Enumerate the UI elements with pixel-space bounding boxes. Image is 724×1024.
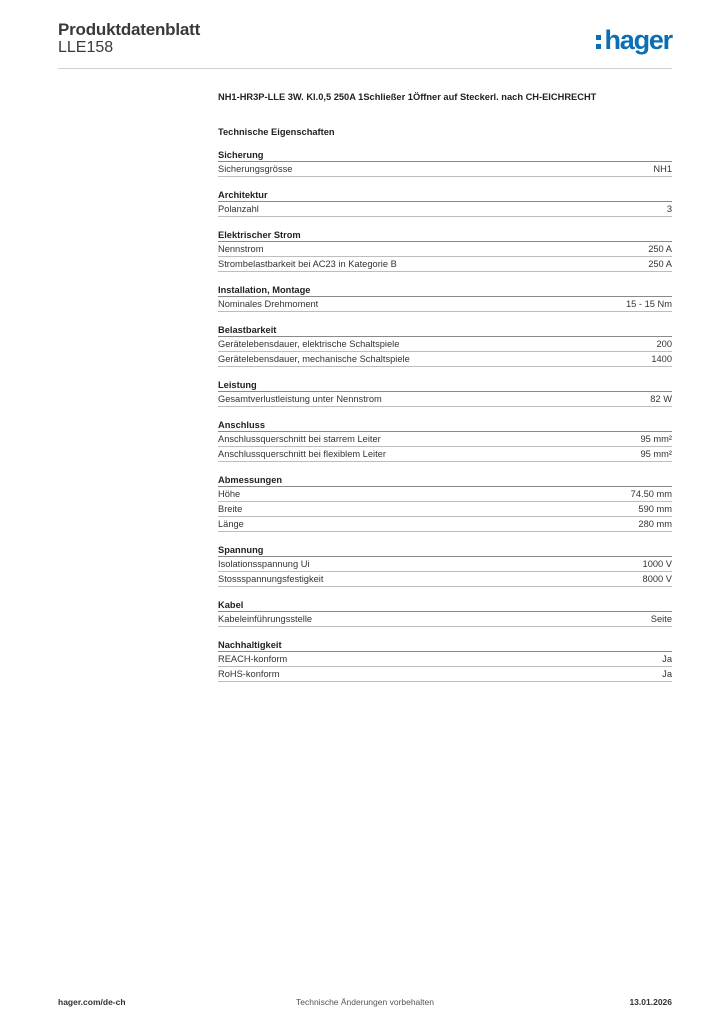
spec-row [218, 612, 672, 627]
spec-label: Breite [218, 504, 243, 514]
spec-label: Gesamtverlustleistung unter Nennstrom [218, 394, 382, 404]
spec-label: Gerätelebensdauer, elektrische Schaltspiele [218, 339, 400, 349]
spec-label: REACH-konform [218, 654, 288, 664]
spec-value: 15 - 15 Nm [626, 299, 672, 309]
spec-row [218, 652, 672, 667]
spec-row [218, 487, 672, 502]
spec-group [218, 149, 672, 177]
spec-value: 74.50 mm [630, 489, 672, 499]
spec-sheet [218, 92, 672, 694]
spec-group-title: Sicherung [218, 149, 672, 162]
spec-value: Ja [662, 669, 672, 679]
logo-text: hager [604, 25, 672, 55]
spec-label: Anschlussquerschnitt bei flexiblem Leiter [218, 449, 386, 459]
spec-group-title: Leistung [218, 379, 672, 392]
spec-group [218, 419, 672, 462]
spec-group-title: Abmessungen [218, 474, 672, 487]
spec-group [218, 474, 672, 532]
spec-group-title: Belastbarkeit [218, 324, 672, 337]
footer [58, 997, 672, 1011]
spec-label: Stossspannungsfestigkeit [218, 574, 324, 584]
product-description: NH1-HR3P-LLE 3W. Kl.0,5 250A 1Schließer 1Öffner auf Steckerl. nach CH-EICHRECHT [218, 92, 597, 102]
section-title: Technische Eigenschaften [218, 127, 335, 137]
footer-notice: Technische Änderungen vorbehalten [296, 997, 434, 1007]
spec-value: 200 [656, 339, 672, 349]
spec-value: 82 W [650, 394, 672, 404]
spec-group-title: Installation, Montage [218, 284, 672, 297]
spec-value: 590 mm [638, 504, 672, 514]
spec-value: 95 mm² [640, 449, 672, 459]
spec-label: Isolationsspannung Ui [218, 559, 310, 569]
spec-row [218, 202, 672, 217]
spec-label: Strombelastbarkeit bei AC23 in Kategorie B [218, 259, 397, 269]
spec-groups [218, 149, 672, 682]
spec-row [218, 557, 672, 572]
spec-value: 1400 [651, 354, 672, 364]
spec-label: Anschlussquerschnitt bei starrem Leiter [218, 434, 381, 444]
spec-label: Nominales Drehmoment [218, 299, 319, 309]
header-divider [58, 68, 672, 69]
spec-row [218, 432, 672, 447]
spec-row [218, 242, 672, 257]
spec-group-title: Anschluss [218, 419, 672, 432]
spec-row [218, 257, 672, 272]
spec-group [218, 189, 672, 217]
hager-logo [596, 26, 672, 54]
spec-value: 250 A [648, 244, 672, 254]
spec-label: RoHS-konform [218, 669, 280, 679]
spec-label: Polanzahl [218, 204, 259, 214]
spec-value: 3 [666, 204, 672, 214]
spec-group-title: Kabel [218, 599, 672, 612]
spec-group [218, 229, 672, 272]
spec-row [218, 337, 672, 352]
spec-value: 280 mm [638, 519, 672, 529]
spec-row [218, 572, 672, 587]
spec-label: Kabeleinführungsstelle [218, 614, 313, 624]
spec-label: Sicherungsgrösse [218, 164, 293, 174]
spec-group [218, 324, 672, 367]
spec-label: Höhe [218, 489, 241, 499]
spec-value: Seite [650, 614, 672, 624]
spec-group [218, 544, 672, 587]
spec-row [218, 447, 672, 462]
spec-group-title: Spannung [218, 544, 672, 557]
spec-group [218, 284, 672, 312]
spec-row [218, 352, 672, 367]
spec-value: NH1 [653, 164, 672, 174]
spec-row [218, 162, 672, 177]
spec-value: 95 mm² [640, 434, 672, 444]
spec-label: Länge [218, 519, 244, 529]
spec-row [218, 392, 672, 407]
spec-label: Gerätelebensdauer, mechanische Schaltspiele [218, 354, 410, 364]
spec-row [218, 502, 672, 517]
footer-website[interactable]: hager.com/de-ch [58, 997, 126, 1007]
spec-group-title: Nachhaltigkeit [218, 639, 672, 652]
spec-group [218, 639, 672, 682]
doc-title: Produktdatenblatt [58, 20, 201, 39]
footer-date: 13.01.2026 [629, 997, 672, 1007]
spec-group-title: Architektur [218, 189, 672, 202]
spec-group [218, 379, 672, 407]
spec-group [218, 599, 672, 627]
spec-label: Nennstrom [218, 244, 264, 254]
spec-value: 1000 V [642, 559, 672, 569]
spec-row [218, 517, 672, 532]
spec-group-title: Elektrischer Strom [218, 229, 672, 242]
product-code: LLE158 [58, 39, 114, 56]
spec-row [218, 667, 672, 682]
spec-row [218, 297, 672, 312]
spec-value: 8000 V [642, 574, 672, 584]
spec-value: 250 A [648, 259, 672, 269]
logo-dots-icon [596, 35, 601, 49]
spec-value: Ja [662, 654, 672, 664]
